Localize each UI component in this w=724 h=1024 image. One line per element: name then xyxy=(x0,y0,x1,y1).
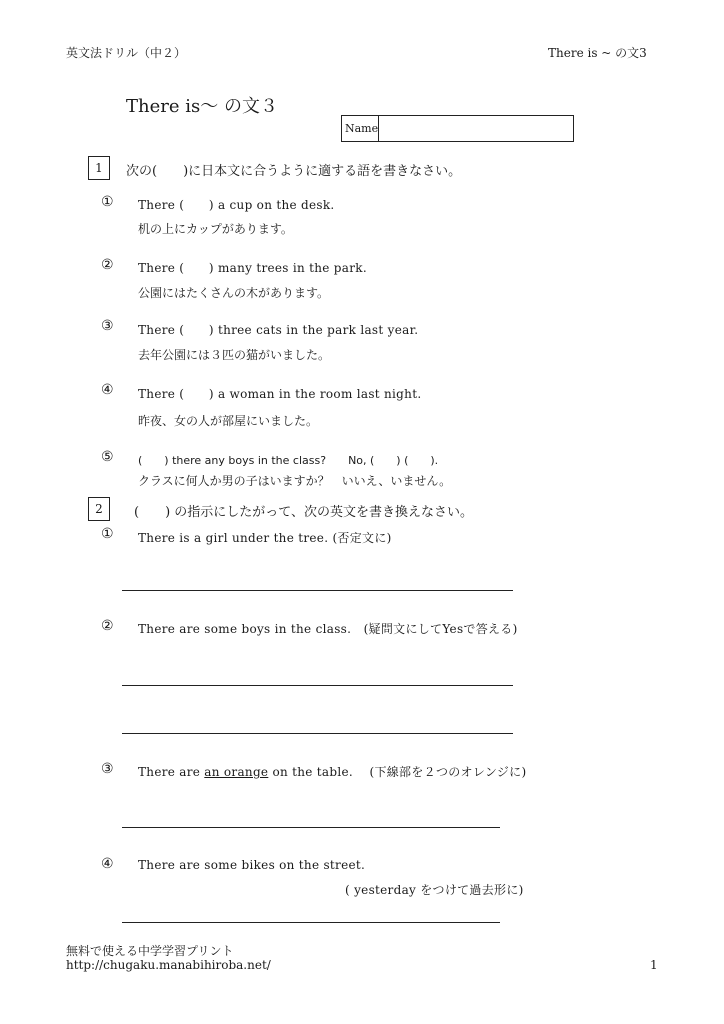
s2-item4-note: ( yesterday をつけて過去形に) xyxy=(345,883,524,897)
s2-item1-sentence: There is a girl under the tree. xyxy=(138,531,329,545)
header-left: 英文法ドリル（中２） xyxy=(66,46,187,60)
s2-item3-marker: ③ xyxy=(101,761,114,777)
s2-item1-english xyxy=(138,529,392,546)
s1-item4-marker: ④ xyxy=(101,382,114,398)
s1-item4-english: There ( ) a woman in the room last night. xyxy=(138,387,422,401)
s1-item1-english: There ( ) a cup on the desk. xyxy=(138,198,335,212)
s1-item3-marker: ③ xyxy=(101,318,114,334)
s2-item2-marker: ② xyxy=(101,618,114,634)
s2-item3-note: (下線部を２つのオレンジに) xyxy=(369,765,527,779)
section2-number: 2 xyxy=(88,497,110,521)
s1-item3-japanese: 去年公園には３匹の猫がいました。 xyxy=(138,348,331,362)
s2-item2-answer-line-2[interactable] xyxy=(122,733,513,734)
s1-item2-english: There ( ) many trees in the park. xyxy=(138,261,367,275)
s2-item3-english xyxy=(138,763,526,780)
s2-item2-english xyxy=(138,620,518,637)
s2-item1-answer-line[interactable] xyxy=(122,590,513,591)
s2-item2-sentence: There are some boys in the class. xyxy=(138,622,352,636)
s2-item3-underlined-phrase: an orange xyxy=(204,765,269,779)
s2-item1-note: (否定文に) xyxy=(332,531,392,545)
s1-item4-japanese: 昨夜、女の人が部屋にいました。 xyxy=(138,414,319,428)
s2-item4-english: There are some bikes on the street. xyxy=(138,858,366,872)
s1-item3-english: There ( ) three cats in the park last year. xyxy=(138,323,419,337)
footer-line1: 無料で使える中学学習プリント xyxy=(66,944,234,958)
s2-item2-answer-line-1[interactable] xyxy=(122,685,513,686)
footer-url[interactable]: http://chugaku.manabihiroba.net/ xyxy=(66,958,271,972)
s2-item1-marker: ① xyxy=(101,526,114,542)
header-right: There is ~ の文3 xyxy=(548,46,647,60)
s2-item4-marker: ④ xyxy=(101,856,114,872)
section1-instruction: 次の( )に日本文に合うように適する語を書きなさい。 xyxy=(126,164,462,179)
s1-item1-marker: ① xyxy=(101,194,114,210)
s2-item3-sentence-after: on the table. xyxy=(268,765,353,779)
page-number: 1 xyxy=(650,958,658,972)
s1-item5-english: ( ) there any boys in the class? No, ( ) ( ). xyxy=(138,454,439,467)
s1-item5-marker: ⑤ xyxy=(101,449,114,465)
section1-number: 1 xyxy=(88,156,110,180)
s1-item2-marker: ② xyxy=(101,257,114,273)
s2-item3-answer-line[interactable] xyxy=(122,827,500,828)
s2-item3-sentence-before: There are xyxy=(138,765,205,779)
s2-item2-note: (疑問文にしてYesで答える) xyxy=(363,622,518,636)
page-title: There is～ の文３ xyxy=(126,96,278,117)
s1-item2-japanese: 公園にはたくさんの木があります。 xyxy=(138,286,330,300)
name-field[interactable] xyxy=(380,116,572,141)
section2-instruction: ( ) の指示にしたがって、次の英文を書き換えなさい。 xyxy=(134,505,474,520)
s1-item1-japanese: 机の上にカップがあります。 xyxy=(138,222,293,236)
name-label: Name xyxy=(345,122,379,135)
s2-item4-answer-line[interactable] xyxy=(122,922,500,923)
s1-item5-japanese: クラスに何人か男の子はいますか？ いいえ、いません。 xyxy=(138,474,452,488)
